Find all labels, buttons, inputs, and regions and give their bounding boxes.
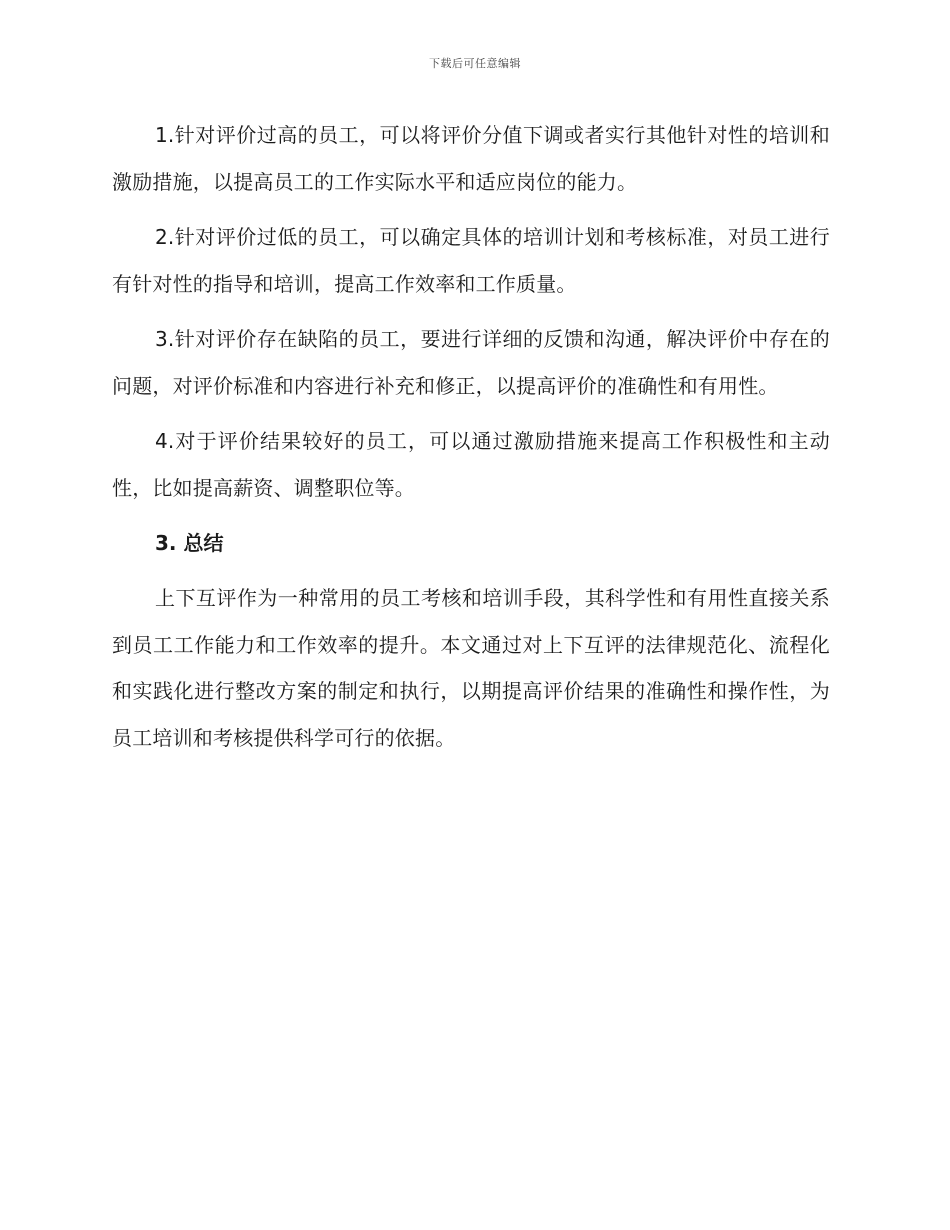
measure-paragraph-1: 1.针对评价过高的员工，可以将评价分值下调或者实行其他针对性的培训和激励措施，以提高员工的工作实际水平和适应岗位的能力。 <box>112 123 830 194</box>
summary-paragraph: 上下互评作为一种常用的员工考核和培训手段，其科学性和有用性直接关系到员工工作能力和工作效率的提升。本文通过对上下互评的法律规范化、流程化和实践化进行整改方案的制定和执行，以期提高评价结果的准确性和操作性，为员工培训和考核提供科学可行的依据。 <box>112 586 830 750</box>
measure-paragraph-4: 4.对于评价结果较好的员工，可以通过激励措施来提高工作积极性和主动性，比如提高薪资、调整职位等。 <box>112 429 830 500</box>
section-heading-summary: 3. 总结 <box>155 531 224 555</box>
document-body <box>112 112 830 770</box>
measure-paragraph-2: 2.针对评价过低的员工，可以确定具体的培训计划和考核标准，对员工进行有针对性的指导和培训，提高工作效率和工作质量。 <box>112 225 830 296</box>
measure-paragraph-3: 3.针对评价存在缺陷的员工，要进行详细的反馈和沟通，解决评价中存在的问题，对评价标准和内容进行补充和修正，以提高评价的准确性和有用性。 <box>112 327 830 398</box>
header-note: 下载后可任意编辑 <box>429 57 521 70</box>
